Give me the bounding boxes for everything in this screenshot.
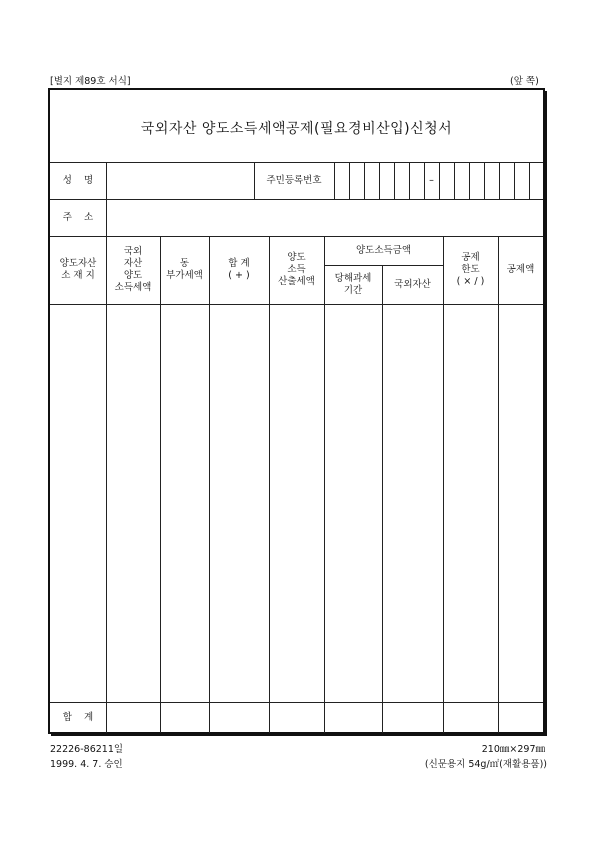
- col-gain-period-header: 당해과세 기간: [334, 272, 372, 296]
- approval-date: 1999. 4. 7. 승인: [50, 759, 123, 770]
- col-deduction-header: 공제액: [506, 264, 535, 275]
- rrn-label: 주민등록번호: [266, 174, 322, 186]
- address-label: 주 소: [62, 211, 94, 223]
- col-limit-header: 공제 한도 ( × / ): [456, 252, 485, 287]
- rrn-box-divider: [394, 162, 395, 199]
- rrn-separator: –: [429, 174, 434, 186]
- frame-shadow-bottom: [51, 734, 547, 736]
- rrn-box-divider: [439, 162, 440, 199]
- col-gain-group-header: 양도소득금액: [355, 244, 412, 256]
- rrn-box-divider: [529, 162, 530, 199]
- col-gain-foreign-header: 국외자산: [394, 278, 431, 290]
- divider-total: [50, 702, 543, 703]
- rrn-box-divider: [469, 162, 470, 199]
- total-row-label: 합 계: [62, 711, 94, 723]
- rrn-box-divider: [349, 162, 350, 199]
- rrn-box-divider: [454, 162, 455, 199]
- col-total-header: 합 계 ( + ): [228, 258, 250, 281]
- col-location-header: 양도자산 소 재 지: [59, 258, 97, 281]
- rrn-box-divider: [379, 162, 380, 199]
- address-field[interactable]: [107, 200, 543, 235]
- form-number: [별지 제89호 서식]: [50, 76, 131, 87]
- form-title: 국외자산 양도소득세액공제(필요경비산입)신청서: [140, 121, 453, 137]
- paper-size: 210㎜×297㎜: [481, 744, 545, 755]
- rrn-box-divider: [514, 162, 515, 199]
- frame-shadow-right: [545, 91, 547, 736]
- paper-spec: (신문용지 54g/㎡(재활용품)): [424, 759, 547, 770]
- form-code: 22226-86211일: [50, 744, 124, 755]
- name-label: 성 명: [62, 174, 94, 186]
- col-foreign-tax-header: 국외 자산 양도 소득세액: [114, 246, 152, 293]
- rrn-box-divider: [334, 162, 335, 199]
- col-domestic-tax-header: 양도 소득 산출세액: [278, 252, 315, 287]
- rrn-box-divider: [499, 162, 500, 199]
- rrn-box-divider: [409, 162, 410, 199]
- name-field[interactable]: [107, 163, 253, 198]
- table-body-area[interactable]: [107, 305, 543, 701]
- col-vat-header: 동 부가세액: [166, 258, 203, 281]
- rrn-box-divider: [364, 162, 365, 199]
- page-side-label: (앞 쪽): [510, 76, 539, 87]
- rrn-box-divider: [484, 162, 485, 199]
